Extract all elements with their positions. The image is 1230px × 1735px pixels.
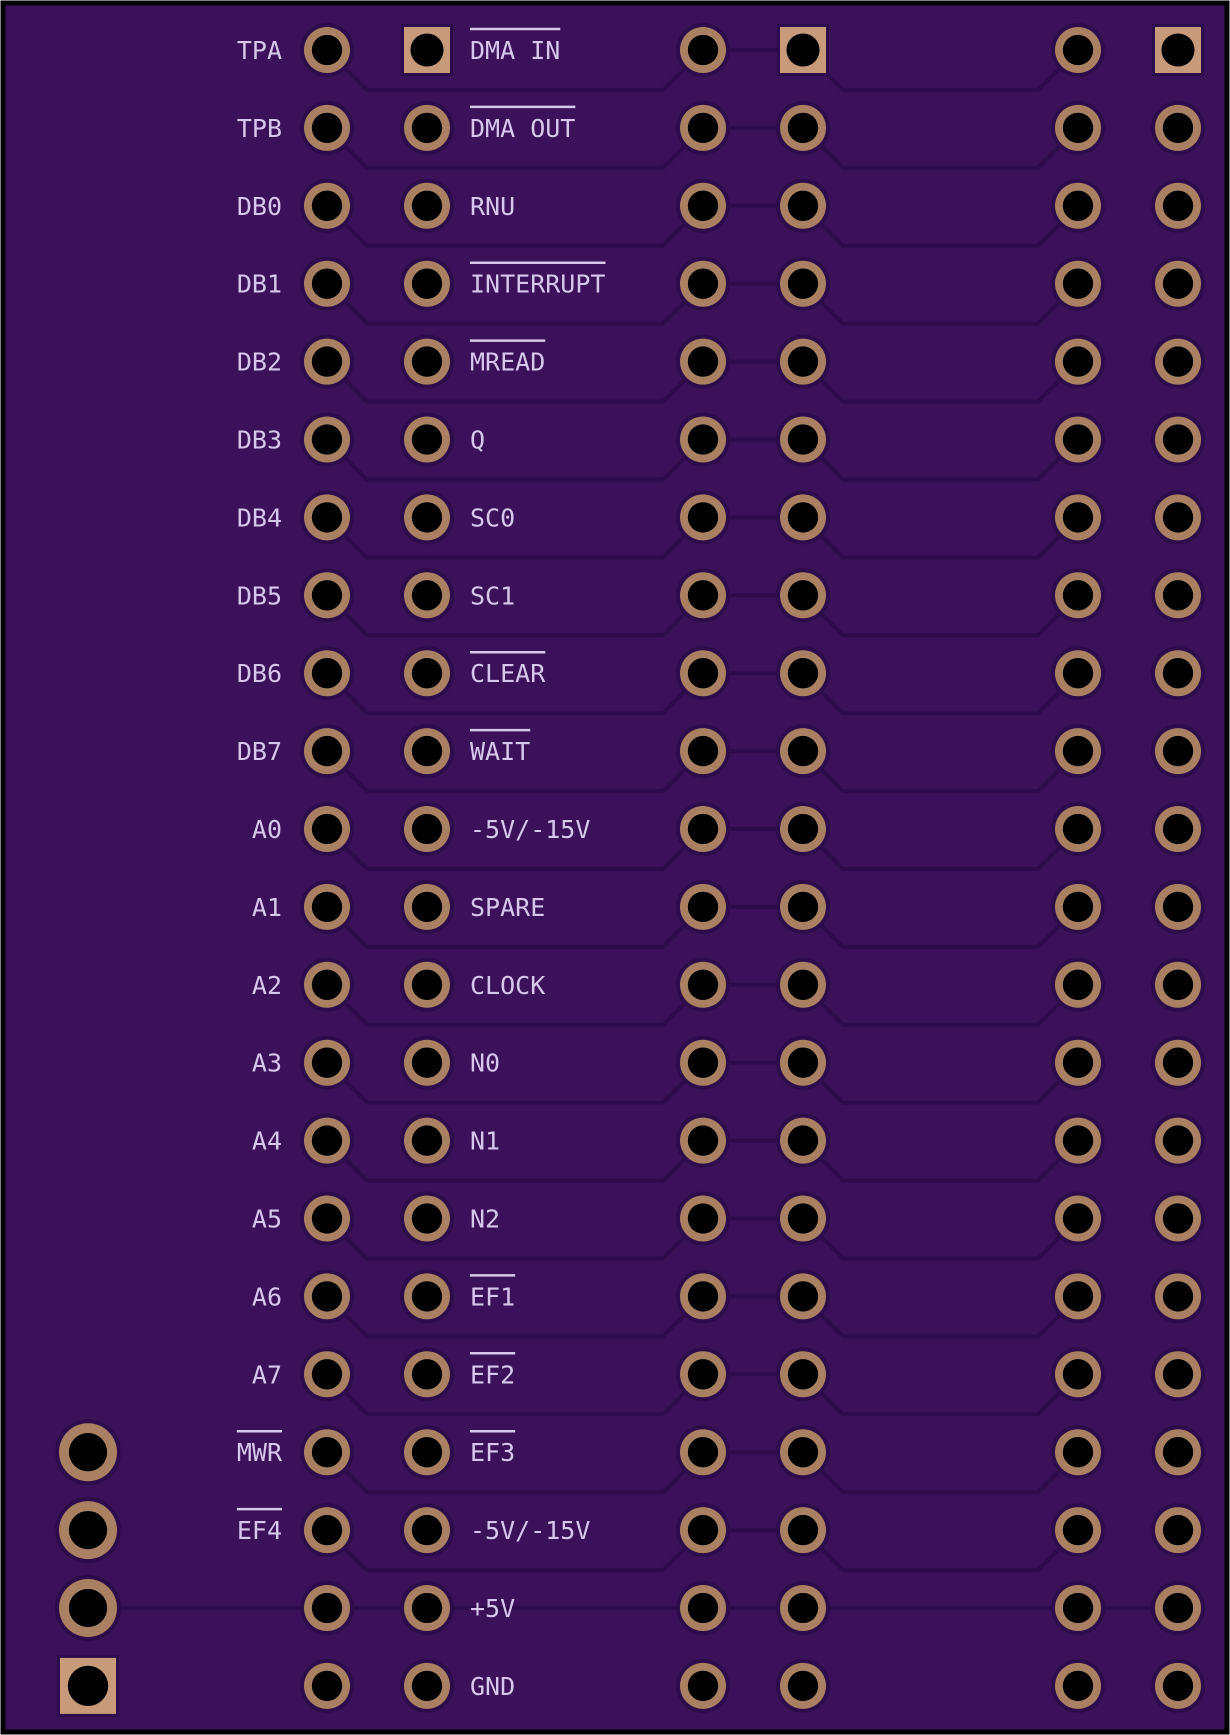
- pad-r20-c5: [1151, 1581, 1205, 1635]
- pad-r18-c4: [1051, 1425, 1105, 1479]
- pad-r5-c3: [776, 413, 830, 467]
- pad-r6-c5: [1151, 490, 1205, 544]
- pad-r11-c3: [776, 880, 830, 934]
- pad-r12-c0: [300, 958, 354, 1012]
- pad-r15-c1: [400, 1192, 454, 1246]
- pad-r8-c3: [776, 646, 830, 700]
- pad-r15-c4: [1051, 1192, 1105, 1246]
- pin-label-left-8: DB6: [236, 659, 282, 689]
- pad-r12-c1: [400, 958, 454, 1012]
- pad-r17-c2: [676, 1347, 730, 1401]
- pin-label-left-14: A4: [251, 1126, 282, 1156]
- pin-label-left-12: A2: [251, 970, 282, 1000]
- pad-r3-c3: [776, 257, 830, 311]
- pin-label-left-9: DB7: [236, 737, 282, 767]
- pad-r3-c4: [1051, 257, 1105, 311]
- pad-r0-c3: [777, 24, 829, 76]
- pad-r16-c2: [676, 1269, 730, 1323]
- pin-label-right-0: DMA IN: [470, 36, 561, 65]
- pad-r4-c4: [1051, 335, 1105, 389]
- pad-r17-c4: [1051, 1347, 1105, 1401]
- pad-r18-c0: [300, 1425, 354, 1479]
- pad-r3-c5: [1151, 257, 1205, 311]
- pad-r14-c5: [1151, 1114, 1205, 1168]
- pad-r19-c3: [776, 1503, 830, 1557]
- pin-label-right-20: +5V: [470, 1594, 516, 1623]
- pad-r2-c5: [1151, 179, 1205, 233]
- pad-r1-c3: [776, 101, 830, 155]
- pad-r3-c2: [676, 257, 730, 311]
- pad-r11-c1: [400, 880, 454, 934]
- pad-r13-c0: [300, 1036, 354, 1090]
- pin-label-left-18: MWR: [236, 1438, 282, 1468]
- pin-label-right-1: DMA OUT: [470, 113, 576, 143]
- pad-r9-c0: [300, 724, 354, 778]
- pad-r15-c0: [300, 1192, 354, 1246]
- pin-label-left-0: TPA: [236, 36, 282, 65]
- pad-r2-c3: [776, 179, 830, 233]
- pad-r20-c2: [676, 1581, 730, 1635]
- pin-label-right-11: SPARE: [470, 892, 546, 922]
- pad-r3-c1: [400, 257, 454, 311]
- pad-r21-c0: [300, 1659, 354, 1713]
- pad-r13-c4: [1051, 1036, 1105, 1090]
- pad-r15-c5: [1151, 1192, 1205, 1246]
- pad-r0-c0: [300, 23, 354, 77]
- pad-r2-c1: [400, 179, 454, 233]
- pad-r0-c5: [1152, 24, 1204, 76]
- pad-r1-c5: [1151, 101, 1205, 155]
- pad-r7-c3: [776, 568, 830, 622]
- pad-r2-c0: [300, 179, 354, 233]
- pad-r18-c2: [676, 1425, 730, 1479]
- pad-r1-c4: [1051, 101, 1105, 155]
- pin-label-right-13: N0: [470, 1048, 501, 1078]
- pin-label-right-9: WAIT: [470, 737, 531, 767]
- pad-r7-c4: [1051, 568, 1105, 622]
- pad-r17-c0: [300, 1347, 354, 1401]
- pad-r16-c0: [300, 1269, 354, 1323]
- pad-r14-c4: [1051, 1114, 1105, 1168]
- pad-r17-c5: [1151, 1347, 1205, 1401]
- pin-label-right-8: CLEAR: [470, 659, 546, 689]
- pad-r2-c4: [1051, 179, 1105, 233]
- pin-label-left-13: A3: [251, 1048, 282, 1078]
- pad-r17-c3: [776, 1347, 830, 1401]
- pin-label-right-14: N1: [470, 1126, 501, 1156]
- pad-r19-c5: [1151, 1503, 1205, 1557]
- pad-r8-c0: [300, 646, 354, 700]
- pad-r14-c1: [400, 1114, 454, 1168]
- pad-r0-c2: [676, 23, 730, 77]
- pad-r15-c3: [776, 1192, 830, 1246]
- pad-r10-c0: [300, 802, 354, 856]
- pad-r18-c5: [1151, 1425, 1205, 1479]
- pin-label-left-15: A5: [251, 1204, 282, 1234]
- pad-r8-c5: [1151, 646, 1205, 700]
- pin-label-left-4: DB2: [236, 347, 282, 377]
- pad-r7-c5: [1151, 568, 1205, 622]
- pin-label-left-1: TPB: [236, 113, 282, 143]
- pad-r21-c3: [776, 1659, 830, 1713]
- pad-r19-c1: [400, 1503, 454, 1557]
- pad-r6-c0: [300, 490, 354, 544]
- pad-r12-c4: [1051, 958, 1105, 1012]
- pin-label-left-6: DB4: [236, 503, 282, 533]
- pad-r16-c5: [1151, 1269, 1205, 1323]
- pad-r21-c2: [676, 1659, 730, 1713]
- pad-r9-c4: [1051, 724, 1105, 778]
- pad-r16-c4: [1051, 1269, 1105, 1323]
- pad-r1-c0: [300, 101, 354, 155]
- pad-r12-c2: [676, 958, 730, 1012]
- pad-r16-c1: [400, 1269, 454, 1323]
- pad-r8-c4: [1051, 646, 1105, 700]
- edge-pad-r20: [55, 1575, 121, 1641]
- pad-r9-c5: [1151, 724, 1205, 778]
- pad-r16-c3: [776, 1269, 830, 1323]
- pad-r5-c5: [1151, 413, 1205, 467]
- pin-label-right-21: GND: [470, 1671, 516, 1701]
- edge-pad-r18: [55, 1419, 121, 1485]
- pad-r7-c2: [676, 568, 730, 622]
- pad-r7-c0: [300, 568, 354, 622]
- pad-r11-c5: [1151, 880, 1205, 934]
- pad-r4-c1: [400, 335, 454, 389]
- pad-r9-c1: [400, 724, 454, 778]
- pad-r8-c1: [400, 646, 454, 700]
- edge-pad-r21: [57, 1655, 119, 1717]
- pad-r5-c4: [1051, 413, 1105, 467]
- pad-r20-c4: [1051, 1581, 1105, 1635]
- pad-r17-c1: [400, 1347, 454, 1401]
- pad-r10-c1: [400, 802, 454, 856]
- pad-r4-c2: [676, 335, 730, 389]
- pad-r11-c4: [1051, 880, 1105, 934]
- pad-r0-c1: [401, 24, 453, 76]
- pin-label-right-3: INTERRUPT: [470, 269, 606, 299]
- pad-r20-c1: [400, 1581, 454, 1635]
- pad-r12-c3: [776, 958, 830, 1012]
- pad-r14-c0: [300, 1114, 354, 1168]
- pad-r7-c1: [400, 568, 454, 622]
- pad-r1-c2: [676, 101, 730, 155]
- pad-r6-c2: [676, 490, 730, 544]
- pad-r13-c3: [776, 1036, 830, 1090]
- pad-r10-c3: [776, 802, 830, 856]
- pin-label-left-2: DB0: [236, 191, 282, 221]
- pin-label-right-10: -5V/-15V: [470, 815, 591, 844]
- pin-label-right-17: EF2: [470, 1360, 516, 1390]
- pin-label-right-19: -5V/-15V: [470, 1516, 591, 1546]
- pad-r6-c4: [1051, 490, 1105, 544]
- pin-label-left-17: A7: [251, 1360, 282, 1390]
- pad-r13-c5: [1151, 1036, 1205, 1090]
- pin-label-left-16: A6: [251, 1282, 282, 1312]
- pin-label-left-7: DB5: [236, 581, 282, 611]
- pad-r19-c2: [676, 1503, 730, 1557]
- pad-r20-c0: [300, 1581, 354, 1635]
- pad-r0-c4: [1051, 23, 1105, 77]
- pad-r20-c3: [776, 1581, 830, 1635]
- pad-r11-c0: [300, 880, 354, 934]
- pad-r14-c2: [676, 1114, 730, 1168]
- pad-r21-c4: [1051, 1659, 1105, 1713]
- pad-r10-c4: [1051, 802, 1105, 856]
- pad-r6-c1: [400, 490, 454, 544]
- pin-label-left-3: DB1: [236, 269, 282, 299]
- pad-r9-c2: [676, 724, 730, 778]
- pin-label-left-5: DB3: [236, 425, 282, 455]
- pad-r5-c2: [676, 413, 730, 467]
- pin-label-left-10: A0: [251, 815, 282, 844]
- pad-r13-c2: [676, 1036, 730, 1090]
- pad-r19-c0: [300, 1503, 354, 1557]
- pad-r4-c5: [1151, 335, 1205, 389]
- pad-r12-c5: [1151, 958, 1205, 1012]
- pin-label-right-12: CLOCK: [470, 970, 546, 1000]
- pad-r21-c1: [400, 1659, 454, 1713]
- pad-r15-c2: [676, 1192, 730, 1246]
- pad-r19-c4: [1051, 1503, 1105, 1557]
- pad-r9-c3: [776, 724, 830, 778]
- pin-label-left-19: EF4: [236, 1516, 282, 1546]
- pin-label-right-7: SC1: [470, 581, 516, 611]
- pad-r11-c2: [676, 880, 730, 934]
- pad-r5-c1: [400, 413, 454, 467]
- pin-label-right-4: MREAD: [470, 347, 546, 377]
- pin-label-left-11: A1: [251, 892, 282, 922]
- pad-r18-c1: [400, 1425, 454, 1479]
- pin-label-right-15: N2: [470, 1204, 501, 1234]
- pad-r1-c1: [400, 101, 454, 155]
- pin-label-right-6: SC0: [470, 503, 516, 533]
- pad-r10-c2: [676, 802, 730, 856]
- pad-r4-c3: [776, 335, 830, 389]
- pad-r10-c5: [1151, 802, 1205, 856]
- pad-r21-c5: [1151, 1659, 1205, 1713]
- pad-r14-c3: [776, 1114, 830, 1168]
- pin-label-right-16: EF1: [470, 1282, 516, 1312]
- edge-pad-r19: [55, 1497, 121, 1563]
- pad-r6-c3: [776, 490, 830, 544]
- pad-r18-c3: [776, 1425, 830, 1479]
- pad-r4-c0: [300, 335, 354, 389]
- pad-r3-c0: [300, 257, 354, 311]
- pad-r5-c0: [300, 413, 354, 467]
- pin-label-right-5: Q: [470, 425, 486, 455]
- pad-r2-c2: [676, 179, 730, 233]
- pad-r13-c1: [400, 1036, 454, 1090]
- pin-label-right-2: RNU: [470, 191, 516, 221]
- pin-label-right-18: EF3: [470, 1438, 516, 1468]
- pad-r8-c2: [676, 646, 730, 700]
